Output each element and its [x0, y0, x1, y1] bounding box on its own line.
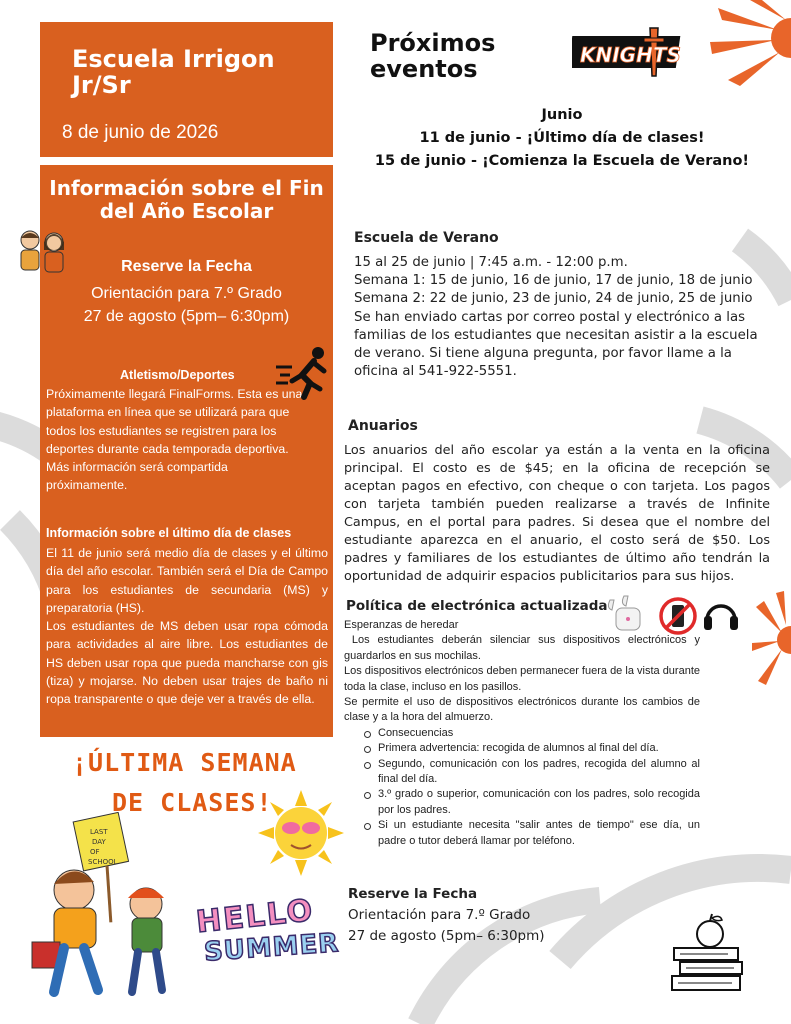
sign-text-3: OF	[90, 848, 100, 856]
summer-school-body	[354, 254, 764, 381]
events-list	[346, 104, 778, 173]
summer-text: SUMMER	[203, 928, 341, 968]
athletics-title: Atletismo/Deportes	[120, 368, 235, 382]
school-name: Escuela Irrigon Jr/Sr	[72, 45, 275, 99]
summer-school-line4: Se han enviado cartas por correo postal y electrónico a las familias de los estudiantes que necesitan asistir a la escuela de verano. Si tiene alguna pregunta, por favor llame a la oficina al 541-922-5551.	[354, 309, 758, 380]
reserve-line2-bottom: 27 de agosto (5pm– 6:30pm)	[348, 928, 545, 944]
students-icon	[14, 228, 72, 280]
kids-last-day-illustration	[24, 812, 184, 1012]
knights-logo	[572, 24, 684, 80]
sun-sunglasses-icon	[258, 790, 344, 876]
school-header-box	[40, 22, 333, 157]
policy-p4: Se permite el uso de dispositivos electrónicos durante los cambios de clase y a la hora del almuerzo.	[344, 696, 700, 724]
events-month: Junio	[541, 107, 583, 123]
sign-text-2: DAY	[92, 838, 106, 846]
summer-school-line2: Semana 1: 15 de junio, 16 de junio, 17 de junio, 18 de junio	[354, 273, 753, 289]
events-title: Próximos eventos	[370, 29, 496, 83]
sign-text-4: SCHOOL	[88, 858, 118, 866]
list-item: Segundo, comunicación con los padres, recogida del alumno al final del día.	[378, 757, 700, 788]
sign-text-1: LAST	[90, 828, 108, 836]
list-item: Si un estudiante necesita "salir antes de tiempo" ese día, un padre o tutor deberá llamar por teléfono.	[378, 818, 700, 849]
athletics-text: Próximamente llegará FinalForms. Esta es una plataforma en línea que se utilizará para que todos los estudiantes se registren para los deportes durante cada temporada deportiva. Más información será compartida próximamente.	[46, 387, 303, 493]
sunburst-decoration-right	[752, 585, 791, 695]
electronics-title: Política de electrónica actualizada	[346, 598, 608, 614]
newsletter-date: 8 de junio de 2026	[62, 122, 219, 143]
last-week-line2: DE CLASES!	[112, 788, 273, 817]
summer-school-line3: Semana 2: 22 de junio, 23 de junio, 24 de junio, 25 de junio	[354, 291, 753, 307]
reserve-line1-bottom: Orientación para 7.º Grado	[348, 907, 531, 923]
headphones-icon	[702, 596, 740, 632]
summer-school-line1: 15 al 25 de junio | 7:45 a.m. - 12:00 p.m.	[354, 255, 628, 270]
electronics-policy	[344, 618, 704, 849]
reserve-date-bottom	[348, 884, 545, 947]
info-title: Información sobre el Fin del Año Escolar	[49, 176, 324, 223]
list-item: 3.º grado o superior, comunicación con los padres, solo recogida por los padres.	[378, 787, 700, 818]
logo-text: KNIGHTS	[580, 43, 681, 67]
reserve-title-bottom: Reserve la Fecha	[348, 886, 478, 902]
policy-p3: Los dispositivos electrónicos deben permanecer fuera de la vista durante toda la clase, incluso en los pasillos.	[344, 665, 700, 693]
yearbooks-title: Anuarios	[348, 418, 418, 434]
reserve-line2-left: 27 de agosto (5pm– 6:30pm)	[83, 308, 290, 325]
policy-p2: Los estudiantes deberán silenciar sus dispositivos electrónicos y guardarlos en sus mochilas.	[344, 634, 704, 662]
end-of-year-info-box	[40, 165, 333, 737]
consequences-list	[344, 726, 700, 849]
reserve-line1-left: Orientación para 7.º Grado	[91, 285, 282, 302]
hello-summer-graphic	[194, 893, 341, 998]
last-week-line1: ¡ÚLTIMA SEMANA	[72, 748, 297, 777]
sunburst-decoration-top	[700, 0, 791, 90]
lastday-text-2: Los estudiantes de MS deben usar ropa cómoda para actividades al aire libre. Los estudiantes de HS deben usar ropa que pueda mancharse con gis (tiza) y mojarse. No deben usar trajes de baño ni ropa transparente o que deje ver a través de ella.	[46, 619, 328, 707]
yearbooks-text: Los anuarios del año escolar ya están a la venta en la oficina principal. El costo es de $45; en la oficina de recepción se aceptan pagos en efectivo, con cheque o con tarjeta. Los pagos con tarjeta también pueden realizarse a través de Infinite Campus, en el portal para padres. Si desea que el nombre del estudiante aparezca en el anuario, el costo será de $50. Los padres y familiares de los estudiantes de último año tendrán la oportunidad de adquirir espacios publicitarios para sus hijos.	[344, 443, 770, 584]
event-last-day: 11 de junio - ¡Último día de clases!	[419, 130, 705, 146]
policy-p1: Esperanzas de heredar	[344, 619, 459, 631]
lastday-text-1: El 11 de junio será medio día de clases y el último día del año escolar. También será el Día de Campo para los estudiantes de secundaria (MS) y preparatoria (HS).	[46, 546, 328, 615]
hello-text: HELLO	[194, 893, 316, 941]
lastday-title: Información sobre el último día de clases	[46, 526, 292, 540]
list-item: Consecuencias	[378, 726, 700, 741]
books-apple-icon	[668, 912, 748, 994]
reserve-date-left	[40, 255, 333, 328]
reserve-title-left: Reserve la Fecha	[121, 258, 252, 275]
runner-icon	[274, 345, 332, 401]
summer-school-title: Escuela de Verano	[354, 230, 499, 246]
event-summer-school: 15 de junio - ¡Comienza la Escuela de Verano!	[374, 153, 750, 169]
list-item: Primera advertencia: recogida de alumnos al final del día.	[378, 741, 700, 756]
